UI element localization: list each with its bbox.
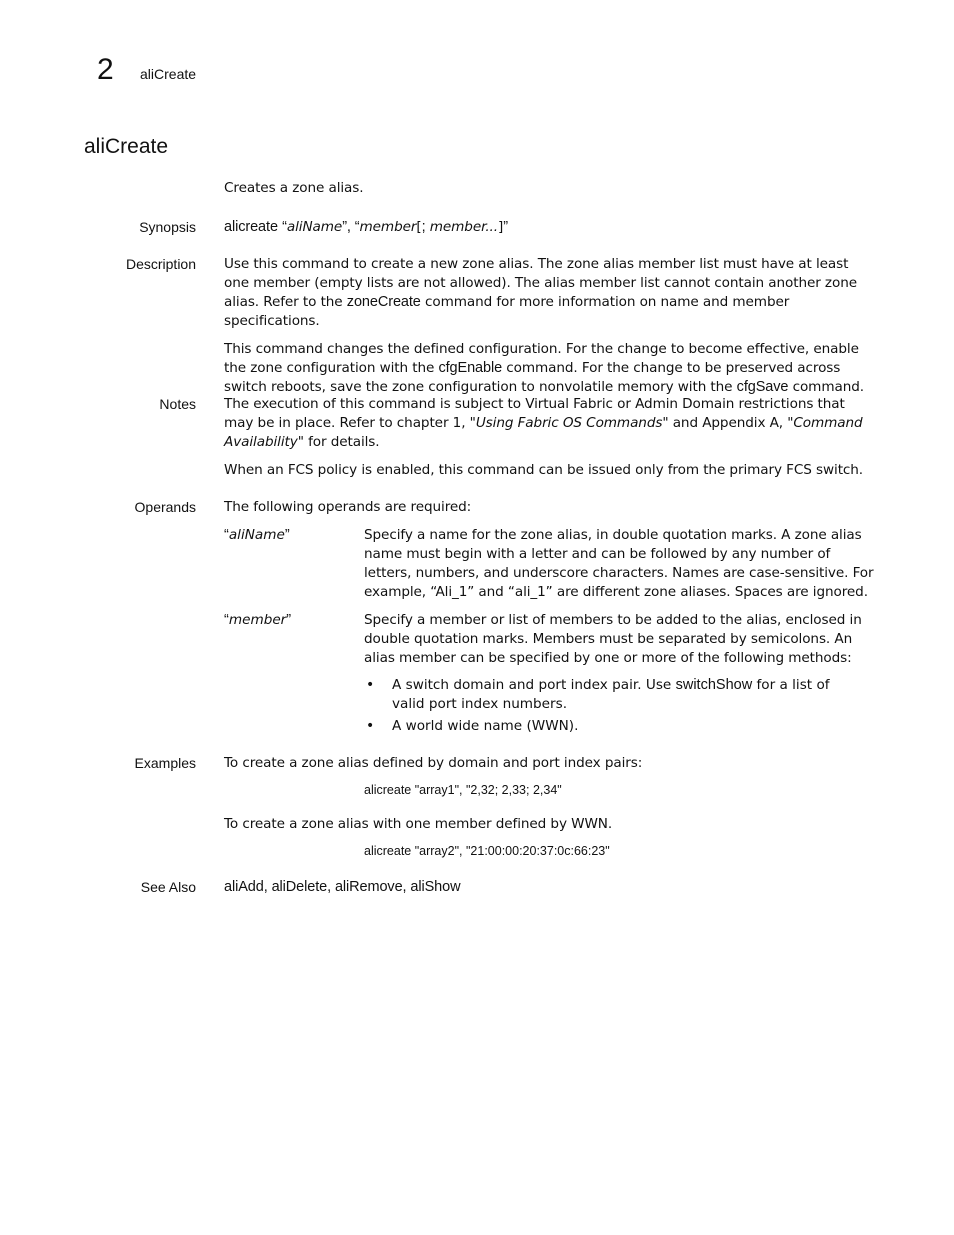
- synopsis-arg-aliname: aliName: [286, 219, 343, 235]
- text-run: This command changes the defined configuration. For the change to become effective, enable the zone configuration with the: [224, 341, 859, 376]
- text-run: command for more information on name and member specifications.: [224, 294, 790, 329]
- notes-paragraph: When an FCS policy is enabled, this command can be issued only from the primary FCS switch.: [224, 462, 864, 478]
- bullet-icon: •: [366, 677, 375, 693]
- notes-body: [224, 395, 874, 489]
- operand-description: Specify a member or list of members to be added to the alias, enclosed in double quotation marks. Members must be separated by semicolons. An alias member can be specified by one or more of the following methods:: [364, 612, 862, 666]
- description-body: [224, 255, 874, 406]
- notes-paragraph: [224, 395, 874, 452]
- quote-mark: ”: [503, 219, 508, 235]
- separator: ,: [346, 219, 355, 235]
- text-run: command.: [788, 379, 864, 395]
- synopsis-arg-member: member: [359, 219, 417, 235]
- bracket: [: [416, 219, 422, 235]
- example-description: To create a zone alias with one member defined by WWN.: [224, 816, 613, 832]
- quote-mark: ”: [342, 219, 347, 235]
- operand-name-text: aliName: [228, 527, 285, 543]
- bullet-icon: •: [366, 718, 375, 734]
- quote-mark: ”: [286, 612, 292, 628]
- synopsis-command: alicreate: [224, 219, 278, 235]
- text-run: command. For the change to be preserved across switch reboots, save the zone configuration to nonvolatile memory with the: [224, 360, 841, 395]
- text-run: The execution of this command is subject to Virtual Fabric or Admin Domain restrictions that may be in place. Refer to chapter 1, ": [224, 396, 845, 431]
- operands-label: Operands: [134, 499, 196, 515]
- operand-name-text: member: [228, 612, 287, 628]
- see-also-links: aliAdd, aliDelete, aliRemove, aliShow: [224, 879, 461, 895]
- see-also-label: See Also: [140, 879, 196, 895]
- italic-ref: Command Availability: [224, 415, 863, 450]
- text-run: for a list of valid port index numbers.: [392, 677, 830, 712]
- description-paragraph: [224, 340, 874, 397]
- list-item-text: [392, 676, 862, 714]
- synopsis-text: [224, 218, 874, 237]
- italic-ref: Using Fabric OS Commands: [475, 415, 663, 431]
- example-code: alicreate "array1", "2,32; 2,33; 2,34": [364, 783, 562, 797]
- quote-mark: “: [282, 219, 287, 235]
- text-run: " and Appendix A, ": [662, 415, 794, 431]
- quote-mark: “: [224, 527, 229, 543]
- text-run: " for details.: [297, 434, 380, 450]
- command-ref: zoneCreate: [346, 294, 421, 310]
- command-ref: cfgEnable: [438, 360, 503, 376]
- operand-name: [224, 611, 364, 630]
- command-title: aliCreate: [84, 135, 169, 158]
- bracket: ]: [497, 219, 504, 235]
- text-run: Use this command to create a new zone alias. The zone alias member list must have at least one member (empty lists are not allowed). The alias member list cannot contain another zone alias. Refer to the: [224, 256, 857, 310]
- list-item-text: A world wide name (WWN).: [392, 718, 579, 734]
- synopsis-label: Synopsis: [139, 219, 196, 235]
- synopsis-arg-more: member...: [425, 219, 498, 235]
- operand-description: Specify a name for the zone alias, in double quotation marks. A zone alias name must begin with a letter and can be followed by any number of letters, numbers, and underscore characters. Names are case-sensitive. For example, “Ali_1” and “ali_1” are different zone aliases. Spaces are ignored.: [364, 527, 874, 600]
- quote-mark: “: [224, 612, 229, 628]
- text-run: A switch domain and port index pair. Use: [392, 677, 676, 693]
- chapter-number: 2: [97, 53, 114, 86]
- command-ref: switchShow: [675, 677, 753, 693]
- command-ref: cfgSave: [736, 379, 789, 395]
- quote-mark: “: [354, 219, 360, 235]
- description-paragraph: [224, 255, 874, 331]
- command-summary: Creates a zone alias.: [224, 180, 364, 196]
- description-label: Description: [125, 256, 196, 272]
- quote-mark: ”: [284, 527, 290, 543]
- example-code: alicreate "array2", "21:00:00:20:37:0c:66:23": [364, 844, 610, 858]
- examples-label: Examples: [134, 755, 196, 771]
- operands-intro: The following operands are required:: [224, 499, 472, 515]
- operand-name: [224, 526, 364, 545]
- separator: ;: [421, 219, 426, 235]
- notes-label: Notes: [159, 396, 196, 412]
- running-header: aliCreate: [140, 66, 197, 82]
- example-description: To create a zone alias defined by domain and port index pairs:: [224, 755, 643, 771]
